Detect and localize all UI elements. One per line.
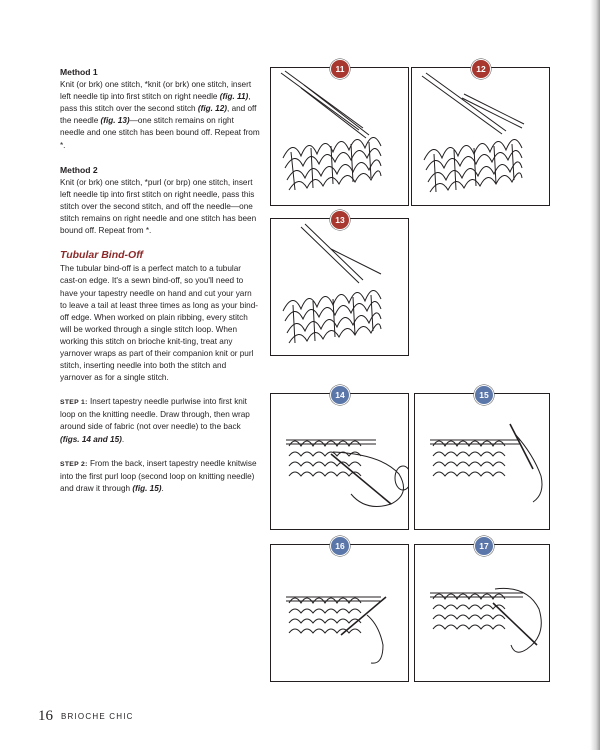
- step2-body: From the back, insert tapestry needle knitwise into the first purl loop (second loop on knitting needle) and draw it through: [60, 458, 257, 493]
- figure-badge-13: 13: [330, 210, 350, 230]
- page-number: 16: [38, 708, 53, 724]
- fig-ref-11: (fig. 11): [219, 92, 249, 102]
- page-edge-shadow: [590, 0, 600, 750]
- knitting-illustration-16: [271, 545, 408, 681]
- knitting-illustration-15: [415, 394, 549, 529]
- step2-text: [60, 458, 260, 495]
- figure-badge-14: 14: [330, 385, 350, 405]
- figure-badge-11: 11: [330, 59, 350, 79]
- text-column: [60, 66, 260, 507]
- method1-text-a: Knit (or brk) one stitch, *knit (or brk) one stitch, insert left needle tip into first stitch on right needle: [60, 80, 252, 102]
- page-footer: [38, 708, 134, 725]
- figure-14-panel: [270, 390, 409, 530]
- method1-text-c: , and off the needle: [60, 104, 257, 126]
- figure-11-panel: [270, 64, 409, 206]
- figure-badge-12: 12: [471, 59, 491, 79]
- method2-text: Knit (or brk) one stitch, *purl (or brp) one stitch, insert left needle tip into first stitch on right needle, pass this stitch over the second stitch, and off the needle—one stitch remains on right needle and one stitch has been bound off. Repeat from *.: [60, 177, 257, 236]
- tubular-bind-off-title: Tubular Bind-Off: [60, 249, 144, 262]
- method1-text-b: , pass this stitch over the second stitch: [60, 92, 251, 114]
- knitting-illustration-13: [271, 219, 408, 355]
- step1-body: Insert tapestry needle purlwise into first knit loop on the knitting needle. Draw through, then wrap around side of fabric (not over needle) to the back: [60, 397, 250, 432]
- book-title: BRIOCHE CHIC: [61, 712, 134, 721]
- fig-ref-13: (fig. 13): [100, 116, 130, 126]
- method1-text-d: —one stitch remains on right needle and one stitch has been bound off. Repeat from *.: [60, 116, 260, 150]
- figure-12-panel: [411, 64, 550, 206]
- knitting-illustration-11: [271, 68, 408, 205]
- figure-15-panel: [414, 390, 550, 530]
- method1-title: Method 1: [60, 67, 98, 77]
- fig-ref-15: (fig. 15): [132, 483, 162, 493]
- step1-text: [60, 396, 260, 445]
- tubular-text: The tubular bind-off is a perfect match to a tubular cast-on edge. It's a sewn bind-off, so you'll need to have your tapestry needle on hand and cut your yarn to leave a tail at least three times as long as your bind-off edge. When worked on plain ribbing, every stitch will be worked through a single stitch loop. When working this stitch on brioche knit-ting, treat any yarnover wraps as part of their companion knit or purl stitch, inserting needle into both the stitch and yarnover as for a single stitch.: [60, 264, 258, 383]
- method1-text: [60, 79, 260, 152]
- figure-badge-17: 17: [474, 536, 494, 556]
- figure-16-panel: [270, 541, 409, 682]
- fig-ref-14-15: (figs. 14 and 15): [60, 434, 122, 444]
- figure-17-panel: [414, 541, 550, 682]
- figure-badge-15: 15: [474, 385, 494, 405]
- figure-badge-16: 16: [330, 536, 350, 556]
- step2-end: .: [161, 483, 164, 493]
- knitting-illustration-12: [412, 68, 549, 205]
- step1-end: .: [121, 434, 125, 444]
- step2-label: STEP 2:: [60, 460, 88, 468]
- knitting-illustration-17: [415, 545, 549, 681]
- step1-label: STEP 1:: [60, 399, 88, 407]
- method2-title: Method 2: [60, 164, 98, 175]
- fig-ref-12: (fig. 12): [197, 104, 228, 114]
- figure-13-panel: [270, 215, 409, 356]
- knitting-illustration-14: [271, 394, 408, 529]
